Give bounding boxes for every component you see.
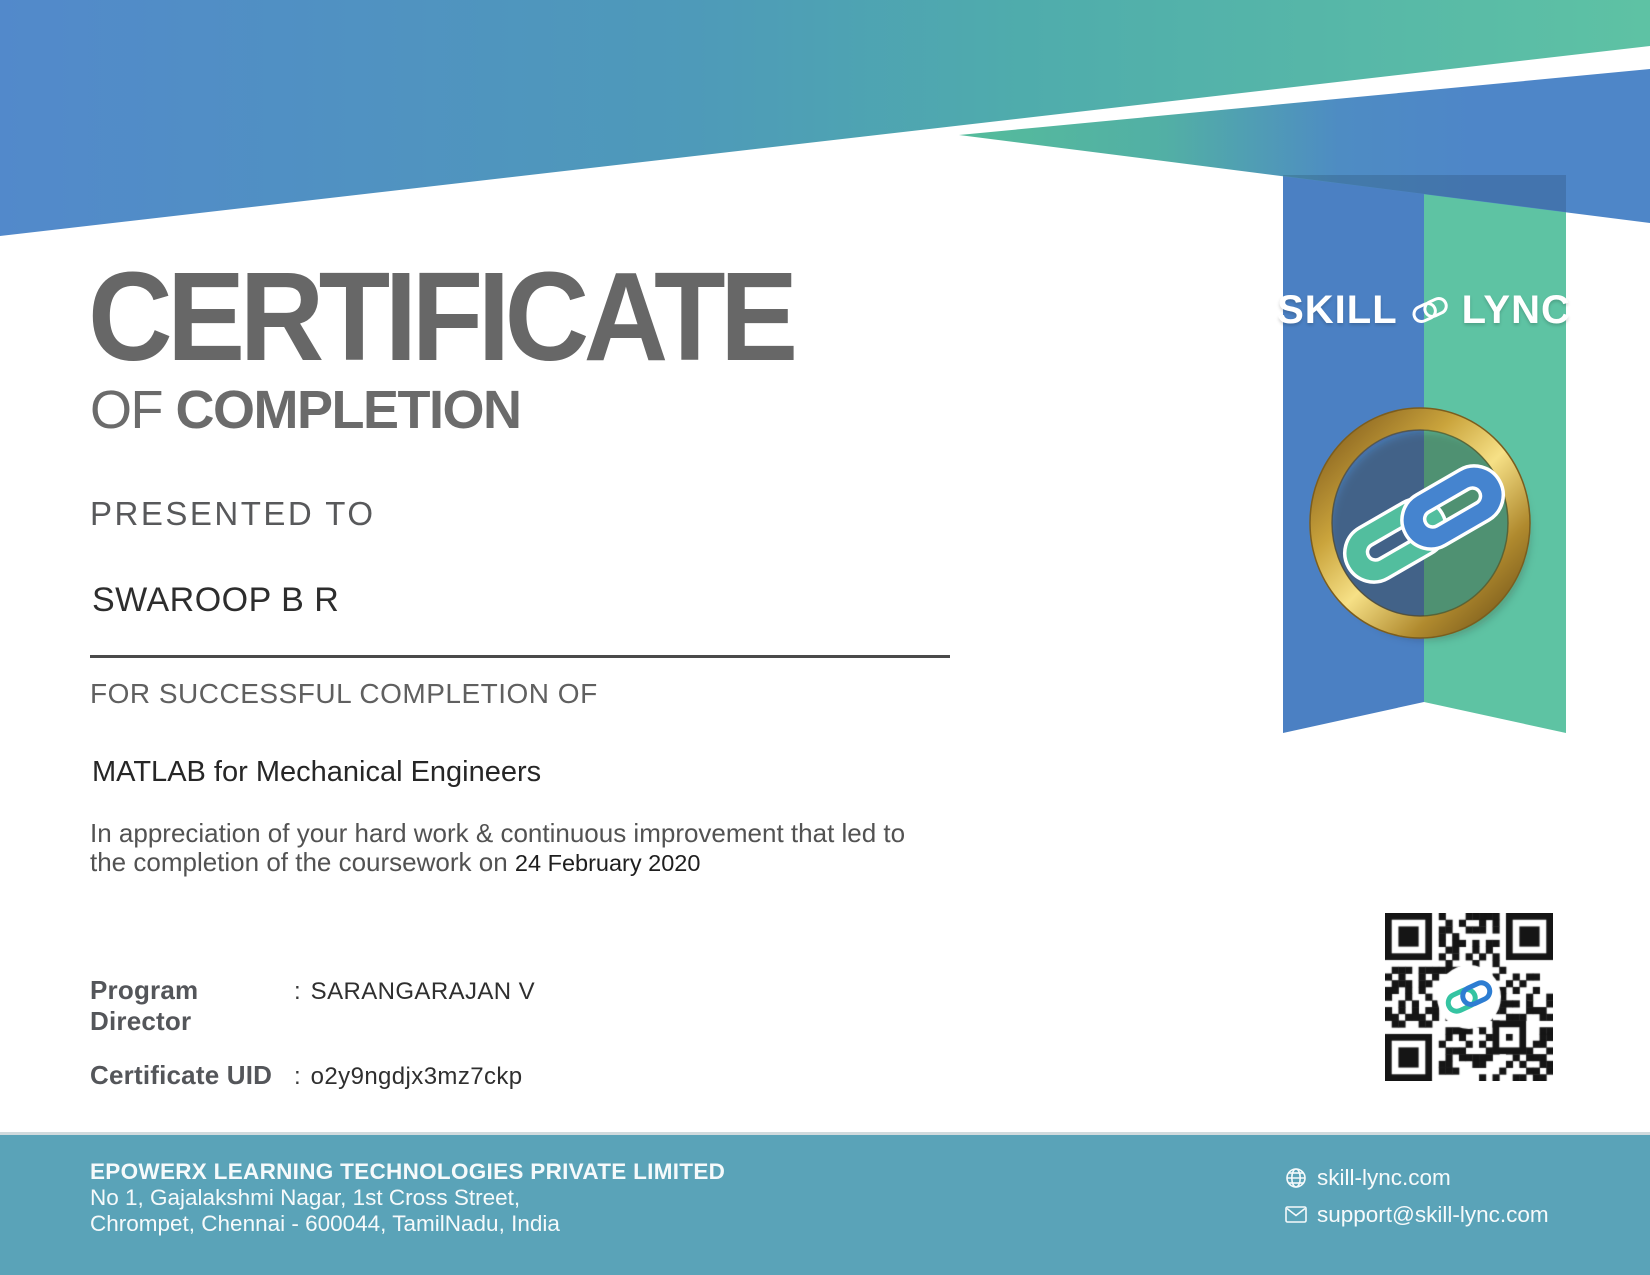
appreciation-text bbox=[90, 819, 905, 878]
brand-word-skill: SKILL bbox=[1277, 288, 1398, 332]
footer-website-row bbox=[1285, 1167, 1549, 1190]
program-director-separator: : bbox=[294, 978, 301, 1005]
certificate-uid-separator: : bbox=[294, 1063, 301, 1090]
presented-to-label: PRESENTED TO bbox=[90, 495, 376, 532]
footer-email: support@skill-lync.com bbox=[1317, 1201, 1549, 1227]
program-director-row bbox=[90, 975, 535, 1037]
globe-icon bbox=[1285, 1167, 1307, 1189]
chain-links-icon bbox=[1407, 295, 1453, 325]
gold-medal bbox=[1310, 408, 1530, 638]
footer-address-line2: Chrompet, Chennai - 600044, TamilNadu, India bbox=[90, 1211, 560, 1236]
certificate-uid-label: Certificate UID bbox=[90, 1060, 273, 1090]
certificate-uid-row bbox=[90, 1060, 523, 1091]
completion-date: 24 February 2020 bbox=[514, 850, 701, 876]
program-director-label: Program Director bbox=[90, 975, 199, 1036]
footer-bar bbox=[0, 1135, 1650, 1275]
recipient-name: SWAROOP B R bbox=[92, 581, 340, 619]
recipient-name-underline bbox=[90, 655, 950, 658]
mail-icon bbox=[1285, 1206, 1307, 1223]
subtitle-of: OF bbox=[90, 380, 162, 440]
program-director-value: SARANGARAJAN V bbox=[310, 978, 535, 1005]
appreciation-line1: In appreciation of your hard work & continuous improvement that led to bbox=[90, 818, 906, 848]
footer-company-name: EPOWERX LEARNING TECHNOLOGIES PRIVATE LIMITED bbox=[90, 1159, 726, 1184]
appreciation-line2: the completion of the coursework on 24 February 2020 bbox=[90, 847, 701, 877]
qr-center-chain-links-icon bbox=[1439, 977, 1499, 1017]
certificate-title: CERTIFICATE bbox=[88, 246, 793, 387]
footer-address-line1: No 1, Gajalakshmi Nagar, 1st Cross Street, bbox=[90, 1185, 521, 1210]
brand-word-lync: LYNC bbox=[1461, 288, 1571, 332]
certificate-qr-code bbox=[1385, 913, 1553, 1081]
completion-statement-label: FOR SUCCESSFUL COMPLETION OF bbox=[90, 678, 598, 709]
certificate-subtitle bbox=[90, 380, 521, 440]
certificate-uid-value: o2y9ngdjx3mz7ckp bbox=[310, 1063, 523, 1090]
footer-company-block bbox=[90, 1159, 725, 1237]
footer-website: skill-lync.com bbox=[1317, 1165, 1451, 1190]
footer-contact-block bbox=[1285, 1167, 1549, 1240]
brand-logo bbox=[1277, 290, 1571, 330]
course-name: MATLAB for Mechanical Engineers bbox=[92, 756, 542, 788]
footer-email-row bbox=[1285, 1201, 1549, 1227]
subtitle-completion: COMPLETION bbox=[175, 380, 521, 440]
